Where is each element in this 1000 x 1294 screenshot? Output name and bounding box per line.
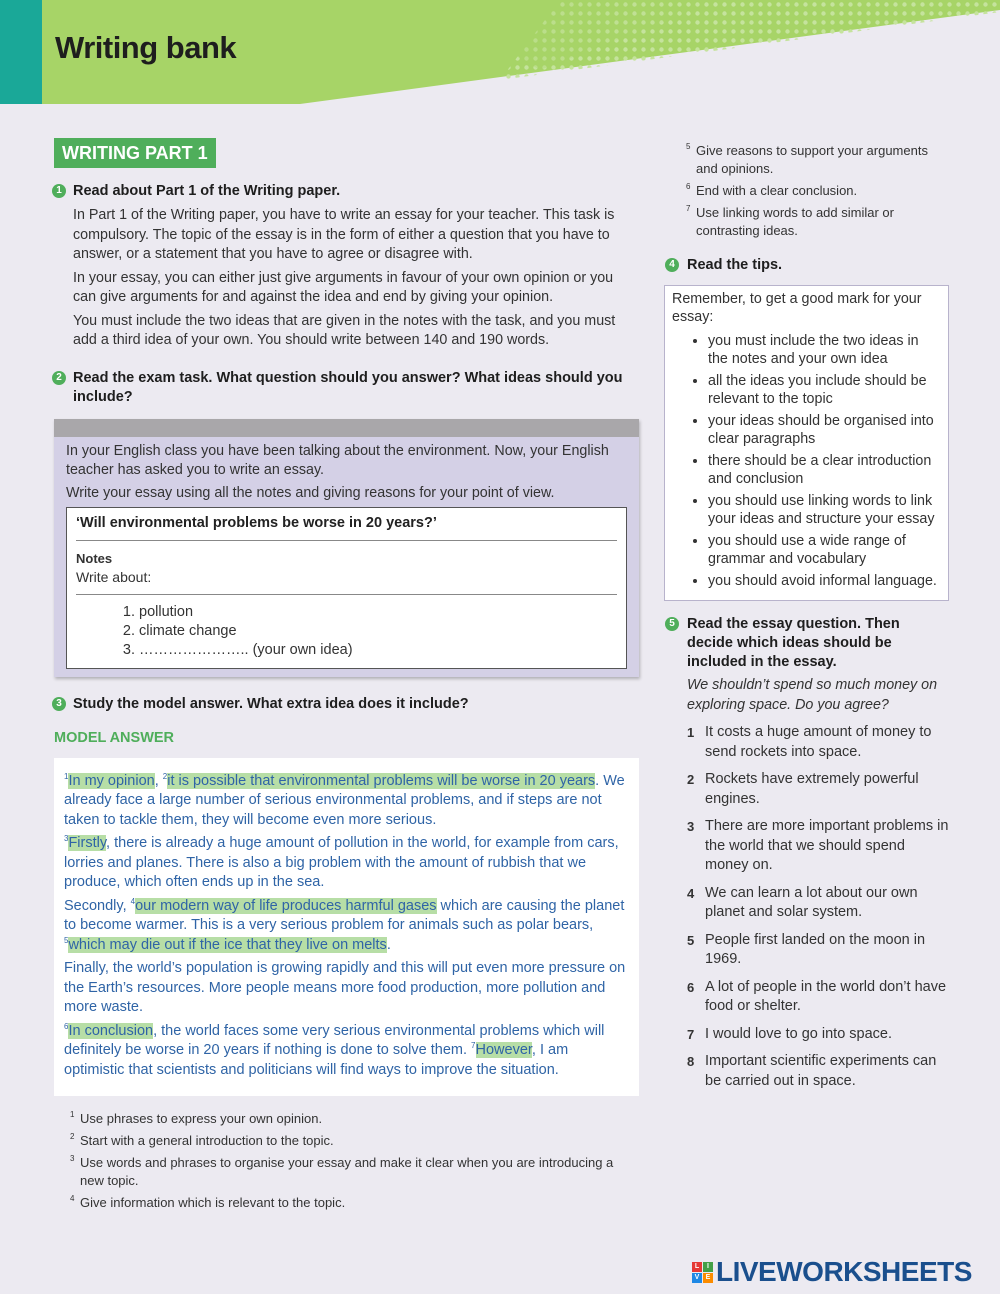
page-header xyxy=(0,0,1000,104)
logo-mark-icon xyxy=(692,1262,713,1283)
page-title: Writing bank xyxy=(55,30,237,65)
tips-list xyxy=(672,332,940,590)
tip-item: • there should be a clear introduction and conclusion xyxy=(708,452,940,488)
model-paragraph: $^3$Firstly, there is already a huge amount of pollution in the world, for example from cars, lorries and planes. There is also a big problem with the amount of rubbish that we produce, which often ends up in the sea. xyxy=(64,834,619,890)
model-paragraph: $^6$In conclusion, the world faces some very serious environmental problems which will definitely be worse in 20 years if nothing is done to solve them. $^7$However, I am optimistic that scientists and politicians will find ways to improve the situation. xyxy=(64,1021,605,1078)
model-paragraph: Finally, the world’s population is growing rapidly and this will put even more pressure on the Earth’s resources. More people means more food production, more pollution and more waste. xyxy=(64,960,626,1015)
highlight: which may die out if the ice that they live on melts xyxy=(68,936,387,953)
idea-item: 7 I would love to go into space. xyxy=(687,1025,893,1042)
idea-item: 1 It costs a huge amount of money to send rockets into space. xyxy=(687,724,932,760)
step-5 xyxy=(664,615,949,672)
essay-prompt: We shouldn’t spend so much money on exploring space. Do you agree? xyxy=(687,677,938,713)
text: , the world faces some very serious environmental problems which will definitely be worse in 20 years if nothing is done to solve them. xyxy=(64,1022,605,1058)
step-number: 4 xyxy=(665,258,679,272)
notes-list xyxy=(99,603,617,660)
essay-question-box xyxy=(66,507,627,669)
task-instruction: Write your essay using all the notes and giving reasons for your point of view. xyxy=(66,484,555,501)
text: , I am optimistic that scientists and politicians will find ways to improve the situation. xyxy=(64,1042,569,1078)
footnote: 4 Give information which is relevant to the topic. xyxy=(70,1194,346,1210)
footnote: 6 End with a clear conclusion. xyxy=(686,182,858,198)
highlight: Firstly xyxy=(68,835,107,851)
logo-letter: E xyxy=(703,1273,713,1283)
notes-label: Notes xyxy=(76,550,113,566)
model-answer-heading: MODEL ANSWER xyxy=(54,729,175,746)
model-answer-box xyxy=(54,758,639,1097)
step-title: Read the tips. xyxy=(687,257,783,273)
step-title: Study the model answer. What extra idea does it include? xyxy=(73,695,469,712)
model-paragraph: Secondly, $^4$our modern way of life produces harmful gases which are causing the planet to become warmer. This is a very serious problem for animals such as polar bears, $^5$which may die out if the ice that they live on melts. xyxy=(64,896,625,953)
text: which are causing the planet to become warmer. This is a very serious problem for animals such as polar bears, xyxy=(64,897,625,933)
step-number: 2 xyxy=(52,371,66,385)
step-title: Read the exam task. What question should you answer? What ideas should you include? xyxy=(73,369,623,405)
footnote: 3 Use words and phrases to organise your essay and make it clear when you are introducing a new topic. xyxy=(70,1154,614,1188)
step-number: 5 xyxy=(665,617,679,631)
tip-item: • all the ideas you include should be relevant to the topic xyxy=(708,372,940,408)
step-4 xyxy=(664,256,949,275)
ideas-list xyxy=(664,723,949,1091)
footnote: 1 Use phrases to express your own opinion. xyxy=(70,1110,323,1126)
highlight: In conclusion xyxy=(68,1022,154,1039)
tips-intro: Remember, to get a good mark for your essay: xyxy=(672,291,922,325)
section-badge: WRITING PART 1 xyxy=(54,138,216,168)
left-column xyxy=(54,138,639,1216)
paragraph: In Part 1 of the Writing paper, you have to write an essay for your teacher. This task is compulsory. The topic of the essay is in the form of either a question that you have to answer, or a statement that you have to agree or disagree with. xyxy=(73,207,615,262)
footnote: 7 Use linking words to add similar or contrasting ideas. xyxy=(686,204,894,238)
idea-item: 6 A lot of people in the world don’t have food or shelter. xyxy=(687,978,947,1014)
right-column xyxy=(664,142,949,1099)
highlight: However xyxy=(475,1042,532,1058)
tip-item: • you must include the two ideas in the notes and your own idea xyxy=(708,332,940,368)
task-intro: In your English class you have been talking about the environment. Now, your English teacher has asked you to write an essay. xyxy=(66,442,609,478)
text: Secondly, xyxy=(64,897,131,914)
logo-letter: I xyxy=(703,1262,713,1272)
text: , there is already a huge amount of pollution in the world, for example from cars, lorries and planes. There is also a big problem with the amount of rubbish that we produce, which often ends up in the sea. xyxy=(64,835,619,890)
tip-item: • your ideas should be organised into clear paragraphs xyxy=(708,412,940,448)
tip-item: • you should use a wide range of grammar and vocabulary xyxy=(708,532,940,568)
task-box-header-bar xyxy=(54,419,639,437)
highlight: In my opinion xyxy=(68,772,155,789)
exam-task-box xyxy=(54,419,639,677)
step-3 xyxy=(54,695,639,714)
note-item: 2. climate change xyxy=(139,622,617,641)
idea-item: 5 People first landed on the moon in 1969. xyxy=(687,931,926,967)
step-1 xyxy=(54,182,639,201)
step-number: 3 xyxy=(52,697,66,711)
essay-question: ‘Will environmental problems be worse in 20 years?’ xyxy=(76,514,617,541)
step-title: Read about Part 1 of the Writing paper. xyxy=(73,183,341,199)
tip-item: • you should avoid informal language. xyxy=(708,572,940,590)
notes-subtitle: Write about: xyxy=(76,568,617,595)
paragraph: You must include the two ideas that are given in the notes with the task, and you must add a third idea of your own. You should write between 140 and 190 words. xyxy=(73,312,616,348)
footnotes xyxy=(70,1110,639,1212)
text: . We already face a large number of serious environmental problems, and if steps are not taken to tackle them, they will become even more serious. xyxy=(64,772,625,828)
paragraph: In your essay, you can either just give arguments in favour of your own opinion or you can give arguments for and against the idea and end by giving your opinion. xyxy=(73,269,614,305)
footnote: 5 Give reasons to support your arguments and opinions. xyxy=(686,142,928,176)
footnotes-continued xyxy=(686,142,949,240)
logo-letter: V xyxy=(692,1273,702,1283)
highlight: it is possible that environmental problems will be worse in 20 years xyxy=(167,772,596,789)
idea-item: 2 Rockets have extremely powerful engines. xyxy=(687,771,919,807)
idea-item: 3 There are more important problems in the world that we should spend money on. xyxy=(687,818,949,873)
tips-box xyxy=(664,285,949,601)
idea-item: 8 Important scientific experiments can be carried out in space. xyxy=(687,1053,937,1089)
model-paragraph: $^1$In my opinion, $^2$it is possible that environmental problems will be worse in 20 years. We already face a large number of serious environmental problems, and if steps are not taken to tackle them, they will become even more serious. xyxy=(64,771,625,828)
step-2 xyxy=(54,369,639,407)
step-title: Read the essay question. Then decide which ideas should be included in the essay. xyxy=(687,616,900,670)
liveworksheets-logo[interactable] xyxy=(692,1256,972,1288)
text: . xyxy=(386,936,391,953)
note-item: 1. pollution xyxy=(139,603,617,622)
logo-letter: L xyxy=(692,1262,702,1272)
logo-text: LIVEWORKSHEETS xyxy=(716,1256,972,1287)
step-number: 1 xyxy=(52,184,66,198)
highlight: our modern way of life produces harmful gases xyxy=(135,897,437,914)
idea-item: 4 We can learn a lot about our own planet and solar system. xyxy=(687,884,918,920)
tip-item: • you should use linking words to link your ideas and structure your essay xyxy=(708,492,940,528)
footnote: 2 Start with a general introduction to the topic. xyxy=(70,1132,334,1148)
note-item: 3. ………………….. (your own idea) xyxy=(139,641,617,660)
